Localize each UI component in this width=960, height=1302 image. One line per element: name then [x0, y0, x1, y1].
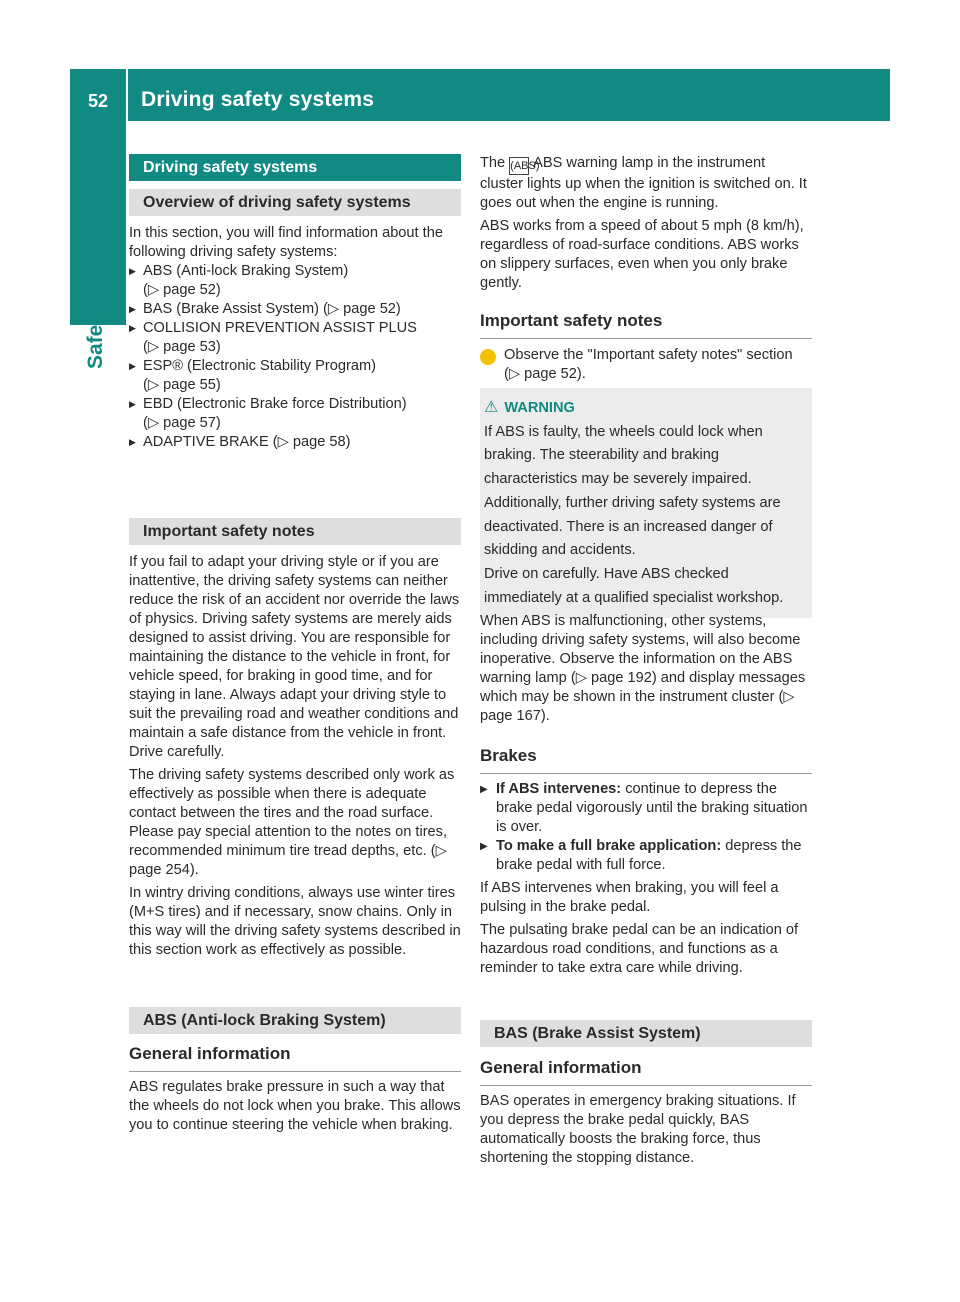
- important-heading: Important safety notes: [129, 518, 461, 545]
- side-tab: [70, 121, 126, 325]
- abs-lamp-post: ABS warning lamp in the instrument cluster lights up when the ignition is switched on. It goes out when the engine is running.: [480, 155, 807, 211]
- warning-icon: ⚠: [484, 399, 499, 416]
- brake-step-text: continue to depress the brake pedal vigorously until the braking situation is over.: [496, 781, 808, 835]
- overview-item-page-ref[interactable]: (▷ page 52): [143, 282, 221, 298]
- page-title: Driving safety systems: [141, 88, 375, 111]
- info-icon: i: [480, 349, 496, 365]
- right-important-heading: Important safety notes: [480, 310, 812, 339]
- overview-item: [129, 319, 461, 357]
- overview-item-text: BAS (Brake Assist System) (▷ page 52): [143, 301, 401, 317]
- brake-step: [480, 837, 812, 875]
- important-p3: In wintry driving conditions, always use winter tires (M+S tires) and if necessary, snow chains. Only in this way will the driving safety systems described in this section work as effectively as possible.: [129, 885, 461, 958]
- important-p1: If you fail to adapt your driving style or if you are inattentive, the driving safety systems can neither reduce the risk of an accident nor override the laws of physics. Driving safety systems are merely aids designed to assist driving. You are responsible for maintaining the distance to the vehicle in front, for vehicle speed, for braking in good time, and for staying in lane. Always adapt your driving style to suit the prevailing road and weather conditions and maintain a safe distance from the vehicle in front. Drive carefully.: [129, 554, 460, 760]
- overview-item-text: COLLISION PREVENTION ASSIST PLUS: [143, 320, 417, 336]
- overview-list: [129, 262, 461, 452]
- brake-step-label: If ABS intervenes:: [496, 781, 622, 797]
- abs-general-body: [129, 1078, 461, 1135]
- overview-intro: In this section, you will find information about the following driving safety systems:: [129, 225, 443, 260]
- important-p2: The driving safety systems described only work as effectively as possible when there is adequate contact between the tires and the road surface. Please pay special attention to the notes on tires, recommended minimum tire tread depths, etc. (▷ page 254).: [129, 767, 455, 878]
- overview-item: [129, 262, 461, 300]
- brake-steps: [480, 780, 812, 875]
- bas-general-body: [480, 1092, 812, 1168]
- brakes-heading: Brakes: [480, 745, 812, 774]
- warning-p2: Drive on carefully. Have ABS checked immediately at a qualified specialist workshop.: [484, 565, 784, 606]
- bas-heading: BAS (Brake Assist System): [480, 1020, 812, 1047]
- page-number: 52: [88, 91, 109, 111]
- overview-body: [129, 224, 461, 452]
- important-body: [129, 553, 461, 960]
- malfunction-paragraph: When ABS is malfunctioning, other systems, including driving safety systems, will also become inoperative. Observe the information on the ABS warning lamp (▷ page 192) and display messages which may be shown in the instrument cluster (▷ page 167).: [480, 613, 806, 724]
- overview-item-page-ref[interactable]: (▷ page 57): [143, 415, 221, 431]
- abs-general-heading: General information: [129, 1043, 461, 1072]
- abs-p1: ABS regulates brake pressure in such a way that the wheels do not lock when you brake. This allows you to continue steering the vehicle when braking.: [129, 1079, 461, 1133]
- abs-lamp-paragraph: [480, 154, 812, 213]
- brakes-p5: The pulsating brake pedal can be an indication of hazardous road conditions, and functions as a reminder to take extra care while driving.: [480, 922, 799, 976]
- warning-title: WARNING: [504, 400, 575, 416]
- overview-item: [129, 433, 461, 452]
- abs-speed-paragraph: ABS works from a speed of about 5 mph (8 km/h), regardless of road-surface conditions. ABS works on slippery surfaces, even when you only brake gently.: [480, 218, 804, 291]
- header-divider: [126, 69, 128, 121]
- section-title: Driving safety systems: [129, 154, 461, 181]
- bas-general-heading: General information: [480, 1057, 812, 1086]
- info-note-text: Observe the "Important safety notes" section (▷ page 52).: [504, 347, 793, 382]
- malfunction-body: [480, 612, 812, 726]
- overview-item-text: ADAPTIVE BRAKE (▷ page 58): [143, 434, 351, 450]
- overview-item: [129, 300, 461, 319]
- overview-item-page-ref[interactable]: (▷ page 53): [143, 339, 221, 355]
- overview-item-page-ref[interactable]: (▷ page 55): [143, 377, 221, 393]
- brake-step-text: depress the brake pedal with full force.: [496, 838, 802, 873]
- abs-lamp-body: [480, 154, 812, 293]
- overview-item-text: ABS (Anti-lock Braking System): [143, 263, 349, 279]
- side-tab-label: Safety: [84, 305, 107, 369]
- overview-item-text: ESP® (Electronic Stability Program): [143, 358, 376, 374]
- brake-step-label: To make a full brake application:: [496, 838, 722, 854]
- info-note: [474, 346, 812, 384]
- bas-p1: BAS operates in emergency braking situations. If you depress the brake pedal quickly, BAS automatically boosts the braking force, thus shortening the stopping distance.: [480, 1093, 796, 1166]
- overview-item: [129, 395, 461, 433]
- brakes-body: [480, 780, 812, 978]
- brake-step: [480, 780, 812, 837]
- overview-item-text: EBD (Electronic Brake force Distribution): [143, 396, 407, 412]
- abs-heading: ABS (Anti-lock Braking System): [129, 1007, 461, 1034]
- brakes-p4: If ABS intervenes when braking, you will feel a pulsing in the brake pedal.: [480, 880, 779, 915]
- overview-item: [129, 357, 461, 395]
- abs-warning-lamp-icon: (ABS): [509, 157, 529, 175]
- warning-p1: If ABS is faulty, the wheels could lock when braking. The steerability and braking characteristics may be severely impaired. Additionally, further driving safety systems are deactivated. There is an increased danger of skidding and accidents.: [484, 423, 781, 559]
- overview-heading: Overview of driving safety systems: [129, 189, 461, 216]
- warning-box: [480, 388, 812, 618]
- abs-lamp-pre: The: [480, 155, 506, 171]
